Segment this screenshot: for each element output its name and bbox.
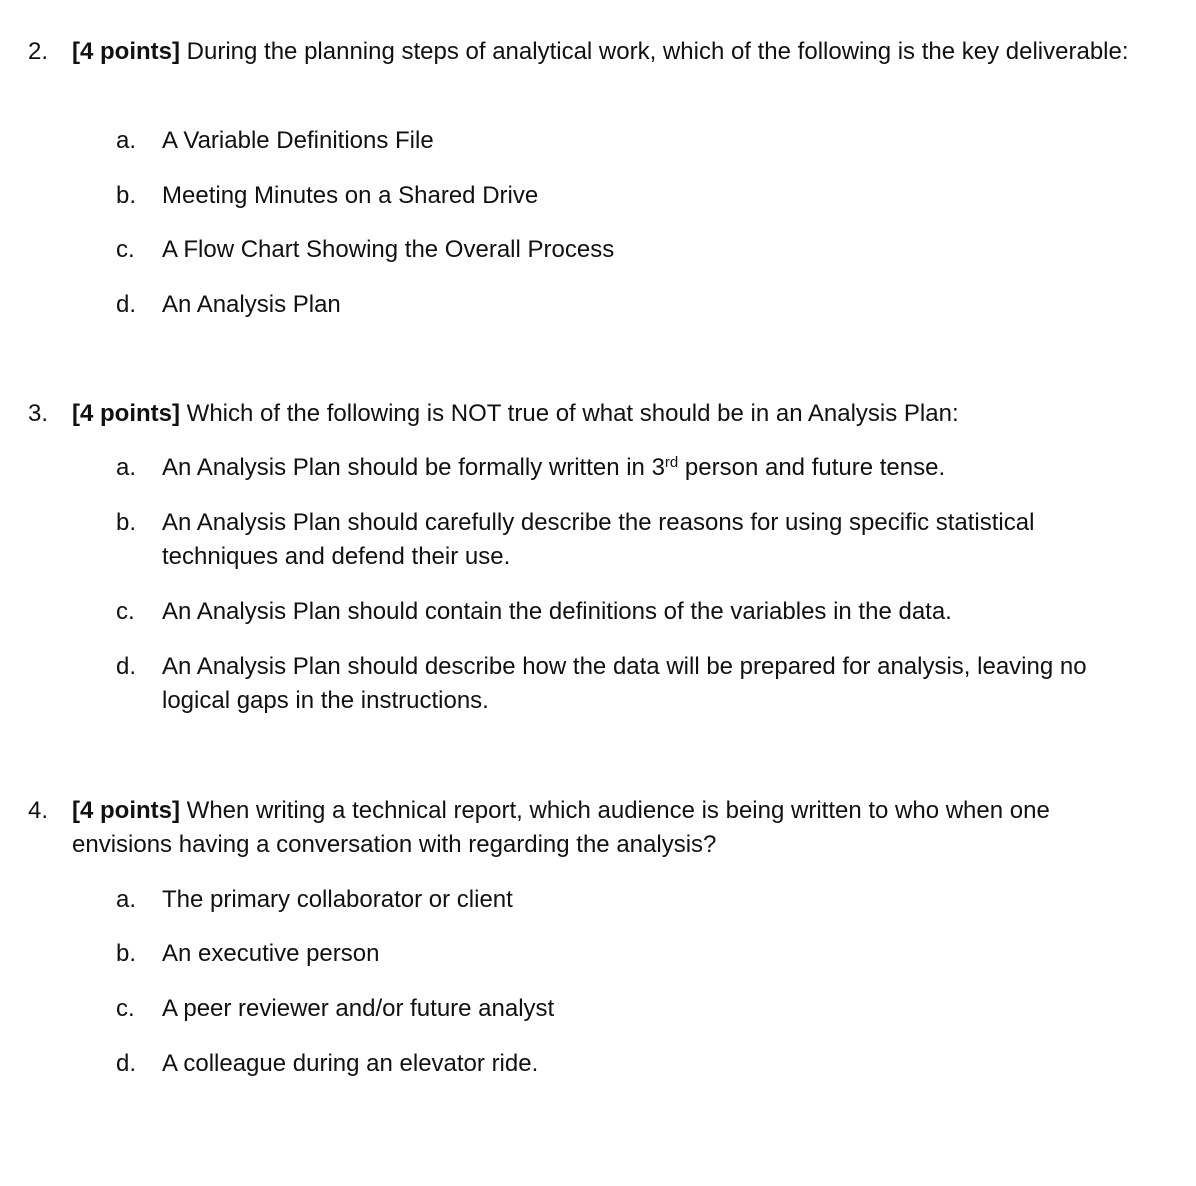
option-text: A Flow Chart Showing the Overall Process <box>162 236 615 263</box>
option-text: The primary collaborator or client <box>162 886 513 913</box>
option-letter: b. <box>116 182 137 209</box>
question-2-option-d <box>116 288 1146 322</box>
question-4-option-b <box>116 937 1146 971</box>
question-number: 2. <box>28 38 49 65</box>
option-letter: d. <box>116 291 137 318</box>
question-prompt: Which of the following is NOT true of what should be in an Analysis Plan: <box>180 400 959 427</box>
option-text: An Analysis Plan should describe how the data will be prepared for analysis, leaving no logical gaps in the instructions. <box>162 653 1087 714</box>
question-prompt: During the planning steps of analytical work, which of the following is the key deliverable: <box>180 38 1129 65</box>
option-letter: b. <box>116 940 137 967</box>
question-2-stem <box>28 35 1138 69</box>
question-3-option-b <box>116 506 1146 574</box>
option-letter: c. <box>116 995 135 1022</box>
question-4-option-c <box>116 992 1146 1026</box>
question-text <box>72 794 1138 862</box>
question-text <box>72 397 1138 431</box>
question-2-option-b <box>116 179 1146 213</box>
option-text: An Analysis Plan should carefully describe the reasons for using specific statistical techniques and defend their use. <box>162 509 1035 570</box>
question-text <box>72 35 1138 69</box>
option-letter: a. <box>116 886 137 913</box>
question-2-option-a <box>116 124 1146 158</box>
question-2-option-c <box>116 233 1146 267</box>
option-letter: d. <box>116 1050 137 1077</box>
option-letter: a. <box>116 454 137 481</box>
option-text-after: person and future tense. <box>678 454 946 481</box>
option-text: A colleague during an elevator ride. <box>162 1050 539 1077</box>
option-text: A Variable Definitions File <box>162 127 434 154</box>
question-3-stem <box>28 397 1138 431</box>
option-text: An Analysis Plan should contain the definitions of the variables in the data. <box>162 598 952 625</box>
option-text-before: An Analysis Plan should be formally written in 3 <box>162 454 665 481</box>
option-text: Meeting Minutes on a Shared Drive <box>162 182 539 209</box>
question-number: 4. <box>28 797 49 824</box>
question-3-option-c <box>116 595 1146 629</box>
question-3-option-a <box>116 451 1146 485</box>
option-letter: c. <box>116 598 135 625</box>
question-points: [4 points] <box>72 400 180 427</box>
option-letter: d. <box>116 653 137 680</box>
ordinal-superscript: rd <box>664 454 679 471</box>
option-letter: b. <box>116 509 137 536</box>
option-letter: a. <box>116 127 137 154</box>
question-number: 3. <box>28 400 49 427</box>
option-letter: c. <box>116 236 135 263</box>
option-text: An Analysis Plan <box>162 291 341 318</box>
question-prompt: When writing a technical report, which audience is being written to who when one envisions having a conversation with regarding the analysis? <box>72 797 1050 858</box>
question-points: [4 points] <box>72 797 180 824</box>
question-4-option-a <box>116 883 1146 917</box>
option-text: An executive person <box>162 940 380 967</box>
question-4-option-d <box>116 1047 1146 1081</box>
question-4-stem <box>28 794 1138 862</box>
question-points: [4 points] <box>72 38 180 65</box>
option-text: A peer reviewer and/or future analyst <box>162 995 555 1022</box>
question-3-option-d <box>116 650 1146 718</box>
option-text <box>162 451 1146 485</box>
